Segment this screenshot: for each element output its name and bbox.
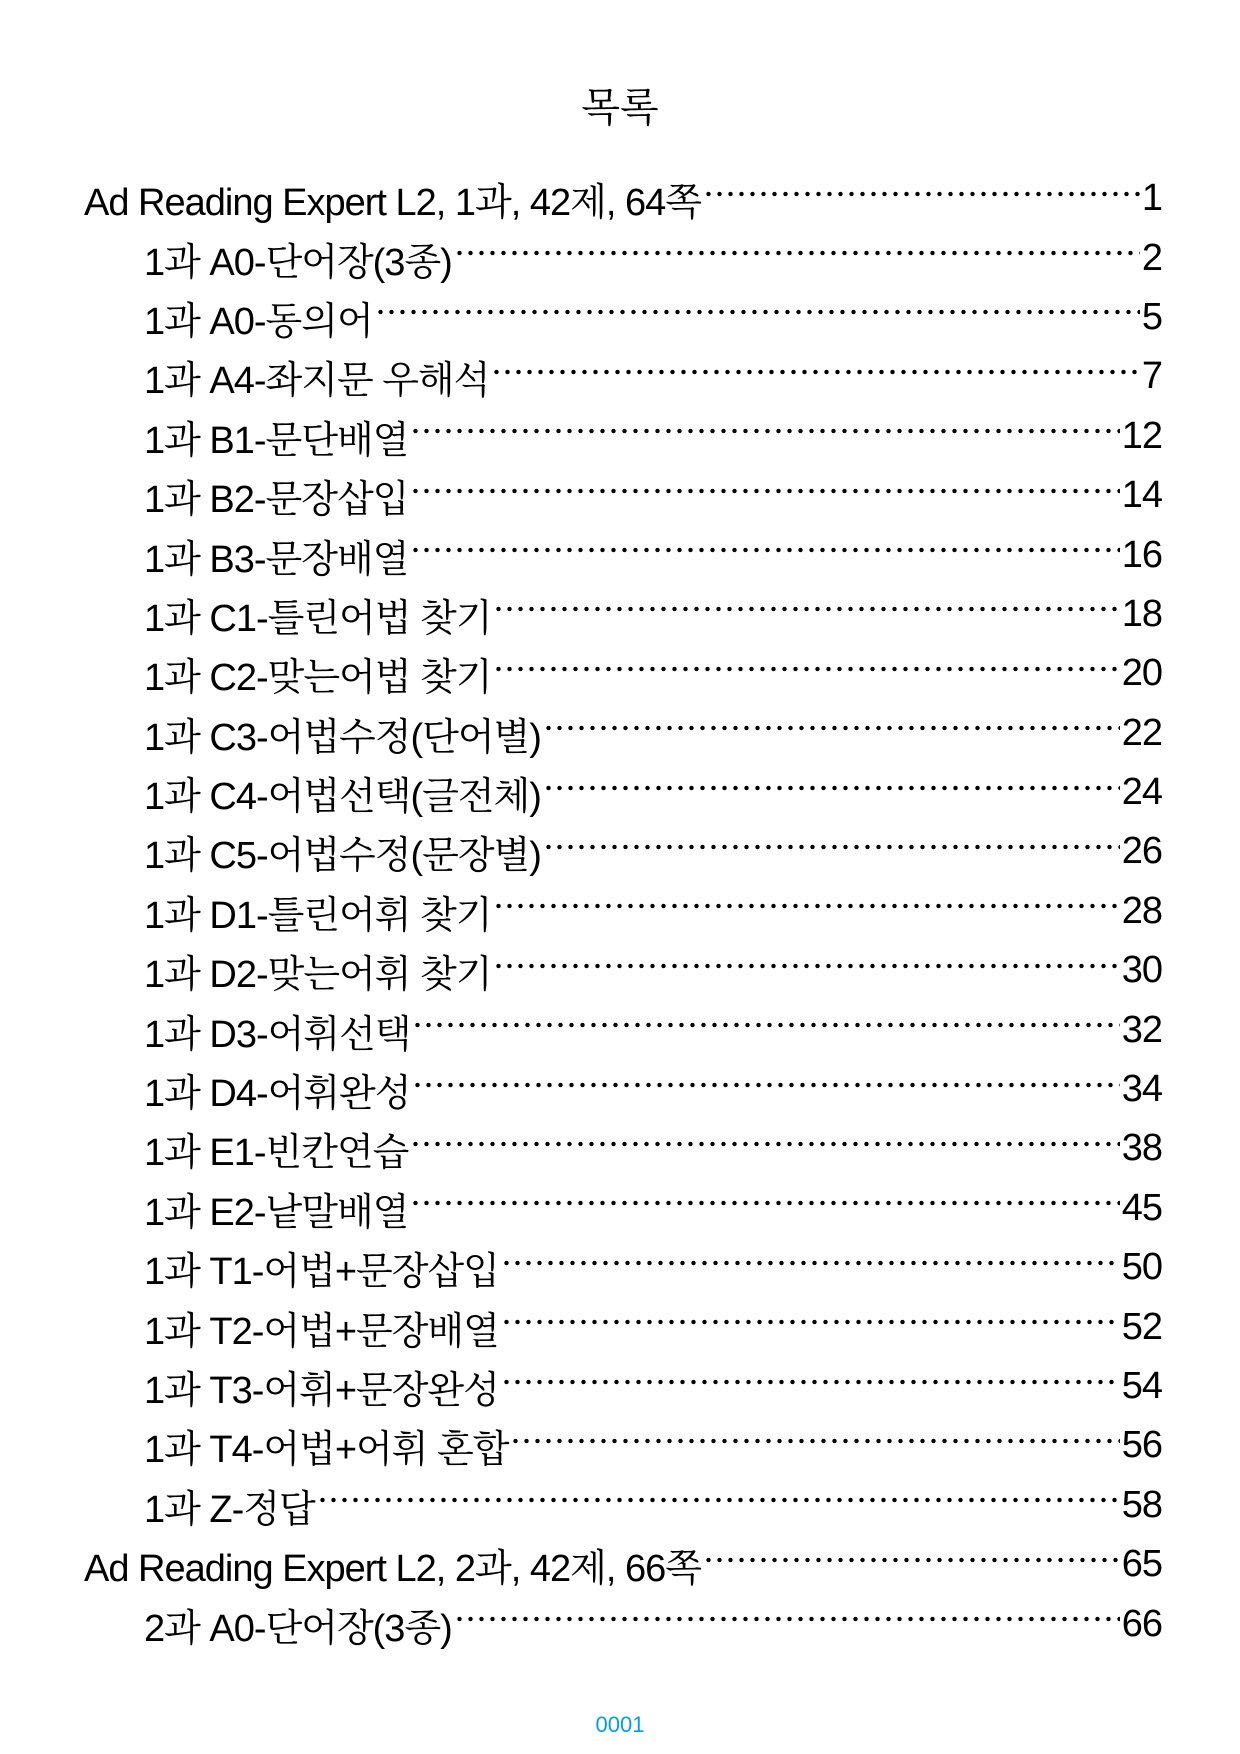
toc-entry[interactable] xyxy=(84,1476,1162,1535)
toc-entry-page: 54 xyxy=(1121,1365,1162,1407)
toc-entry-page: 5 xyxy=(1141,295,1162,338)
toc-section-entry[interactable] xyxy=(84,1535,1162,1594)
toc-entry-label: 1과 T2-어법+문장배열 xyxy=(144,1310,499,1353)
toc-entry-page: 65 xyxy=(1121,1543,1162,1586)
toc-entry-label: 1과 B3-문장배열 xyxy=(144,538,409,581)
toc-entry[interactable] xyxy=(84,882,1162,941)
dot-leader xyxy=(410,1141,1119,1147)
toc-entry[interactable] xyxy=(84,1357,1162,1416)
toc-entry-page: 22 xyxy=(1121,711,1162,754)
dot-leader xyxy=(412,1082,1119,1088)
toc-entry[interactable] xyxy=(84,347,1162,406)
dot-leader xyxy=(501,1319,1120,1325)
dot-leader xyxy=(410,488,1119,494)
toc-entry[interactable] xyxy=(84,466,1162,525)
dot-leader xyxy=(454,1616,1120,1622)
toc-entry[interactable] xyxy=(84,1238,1162,1297)
toc-section-entry[interactable] xyxy=(84,169,1162,228)
toc-entry-page: 32 xyxy=(1121,1008,1162,1051)
toc-entry-label: 1과 C3-어법수정(단어별) xyxy=(144,716,541,759)
dot-leader xyxy=(317,1497,1120,1503)
toc-entry-label: 1과 C4-어법선택(글전체) xyxy=(144,776,541,819)
toc-entry[interactable] xyxy=(84,1416,1162,1475)
toc-entry-page: 1 xyxy=(1141,177,1162,220)
toc-entry-label: Ad Reading Expert L2, 1과, 42제, 64쪽 xyxy=(84,182,701,225)
toc-entry[interactable] xyxy=(84,1179,1162,1238)
toc-entry[interactable] xyxy=(84,525,1162,584)
table-of-contents xyxy=(84,169,1162,1654)
toc-entry-page: 50 xyxy=(1121,1246,1162,1289)
toc-entry[interactable] xyxy=(84,1060,1162,1119)
toc-entry-label: 1과 A4-좌지문 우해석 xyxy=(144,360,490,403)
toc-entry-label: 1과 D2-맞는어휘 찾기 xyxy=(144,954,492,997)
dot-leader xyxy=(501,1260,1120,1266)
toc-entry[interactable] xyxy=(84,1119,1162,1178)
toc-title: 목록 xyxy=(581,85,659,131)
toc-entry-page: 26 xyxy=(1121,830,1162,873)
toc-entry-page: 52 xyxy=(1121,1305,1162,1348)
toc-entry-label: 1과 C1-틀린어법 찾기 xyxy=(144,597,492,640)
toc-entry-label: 1과 A0-단어장(3종) xyxy=(144,241,452,284)
toc-entry-page: 14 xyxy=(1121,474,1162,517)
dot-leader xyxy=(491,369,1140,375)
toc-entry[interactable] xyxy=(84,407,1162,466)
dot-leader xyxy=(375,309,1140,315)
toc-entry[interactable] xyxy=(84,822,1162,881)
toc-entry[interactable] xyxy=(84,585,1162,644)
toc-entry-page: 66 xyxy=(1121,1602,1162,1645)
toc-entry[interactable] xyxy=(84,1297,1162,1356)
dot-leader xyxy=(543,844,1120,850)
toc-entry-page: 30 xyxy=(1121,949,1162,992)
toc-entry-page: 45 xyxy=(1121,1186,1162,1229)
toc-entry-label: 1과 B1-문단배열 xyxy=(144,419,409,462)
toc-entry-page: 20 xyxy=(1121,652,1162,695)
toc-entry-label: 1과 T4-어법+어휘 혼합 xyxy=(144,1429,509,1472)
toc-entry-label: 2과 A0-단어장(3종) xyxy=(144,1607,452,1650)
toc-entry-page: 7 xyxy=(1141,355,1162,398)
dot-leader xyxy=(543,785,1120,791)
toc-entry-page: 24 xyxy=(1121,771,1162,814)
toc-entry-label: 1과 D1-틀린어휘 찾기 xyxy=(144,894,492,937)
toc-entry-label: 1과 D4-어휘완성 xyxy=(144,1073,411,1116)
toc-entry-label: 1과 E2-낱말배열 xyxy=(144,1191,409,1234)
toc-entry-label: 1과 T1-어법+문장삽입 xyxy=(144,1251,499,1294)
dot-leader xyxy=(454,250,1140,256)
toc-entry-label: 1과 Z-정답 xyxy=(144,1488,315,1531)
toc-entry-page: 38 xyxy=(1121,1127,1162,1170)
dot-leader xyxy=(703,1557,1120,1563)
toc-entry[interactable] xyxy=(84,228,1162,287)
dot-leader xyxy=(501,1379,1120,1385)
dot-leader xyxy=(410,1200,1119,1206)
toc-entry-page: 12 xyxy=(1121,414,1162,457)
toc-entry-label: 1과 T3-어휘+문장완성 xyxy=(144,1370,499,1412)
toc-entry-page: 18 xyxy=(1121,592,1162,635)
toc-entry[interactable] xyxy=(84,644,1162,703)
dot-leader xyxy=(510,1438,1119,1444)
toc-entry-page: 56 xyxy=(1121,1424,1162,1467)
toc-entry-label: 1과 D3-어휘선택 xyxy=(144,1013,411,1056)
toc-entry[interactable] xyxy=(84,1594,1162,1653)
toc-entry-label: 1과 C2-맞는어법 찾기 xyxy=(144,657,492,700)
dot-leader xyxy=(543,725,1120,731)
page-number: 0001 xyxy=(595,1712,645,1737)
toc-entry-page: 2 xyxy=(1141,236,1162,279)
toc-entry[interactable] xyxy=(84,288,1162,347)
toc-entry-label: 1과 E1-빈칸연습 xyxy=(144,1132,409,1175)
dot-leader xyxy=(493,606,1119,612)
toc-entry[interactable] xyxy=(84,1000,1162,1059)
dot-leader xyxy=(412,1022,1119,1028)
toc-entry-page: 34 xyxy=(1121,1068,1162,1111)
toc-entry-label: 1과 B2-문장삽입 xyxy=(144,479,409,522)
toc-entry-page: 58 xyxy=(1121,1483,1162,1526)
toc-entry[interactable] xyxy=(84,941,1162,1000)
toc-entry-page: 28 xyxy=(1121,889,1162,932)
dot-leader xyxy=(493,666,1119,672)
dot-leader xyxy=(410,547,1119,553)
dot-leader xyxy=(703,191,1140,197)
toc-entry-page: 16 xyxy=(1121,533,1162,576)
toc-entry-label: 1과 A0-동의어 xyxy=(144,300,373,343)
toc-entry[interactable] xyxy=(84,704,1162,763)
dot-leader xyxy=(493,963,1119,969)
toc-entry-label: Ad Reading Expert L2, 2과, 42제, 66쪽 xyxy=(84,1548,701,1591)
toc-entry-label: 1과 C5-어법수정(문장별) xyxy=(144,835,541,878)
dot-leader xyxy=(410,428,1119,434)
dot-leader xyxy=(493,903,1119,909)
toc-entry[interactable] xyxy=(84,763,1162,822)
